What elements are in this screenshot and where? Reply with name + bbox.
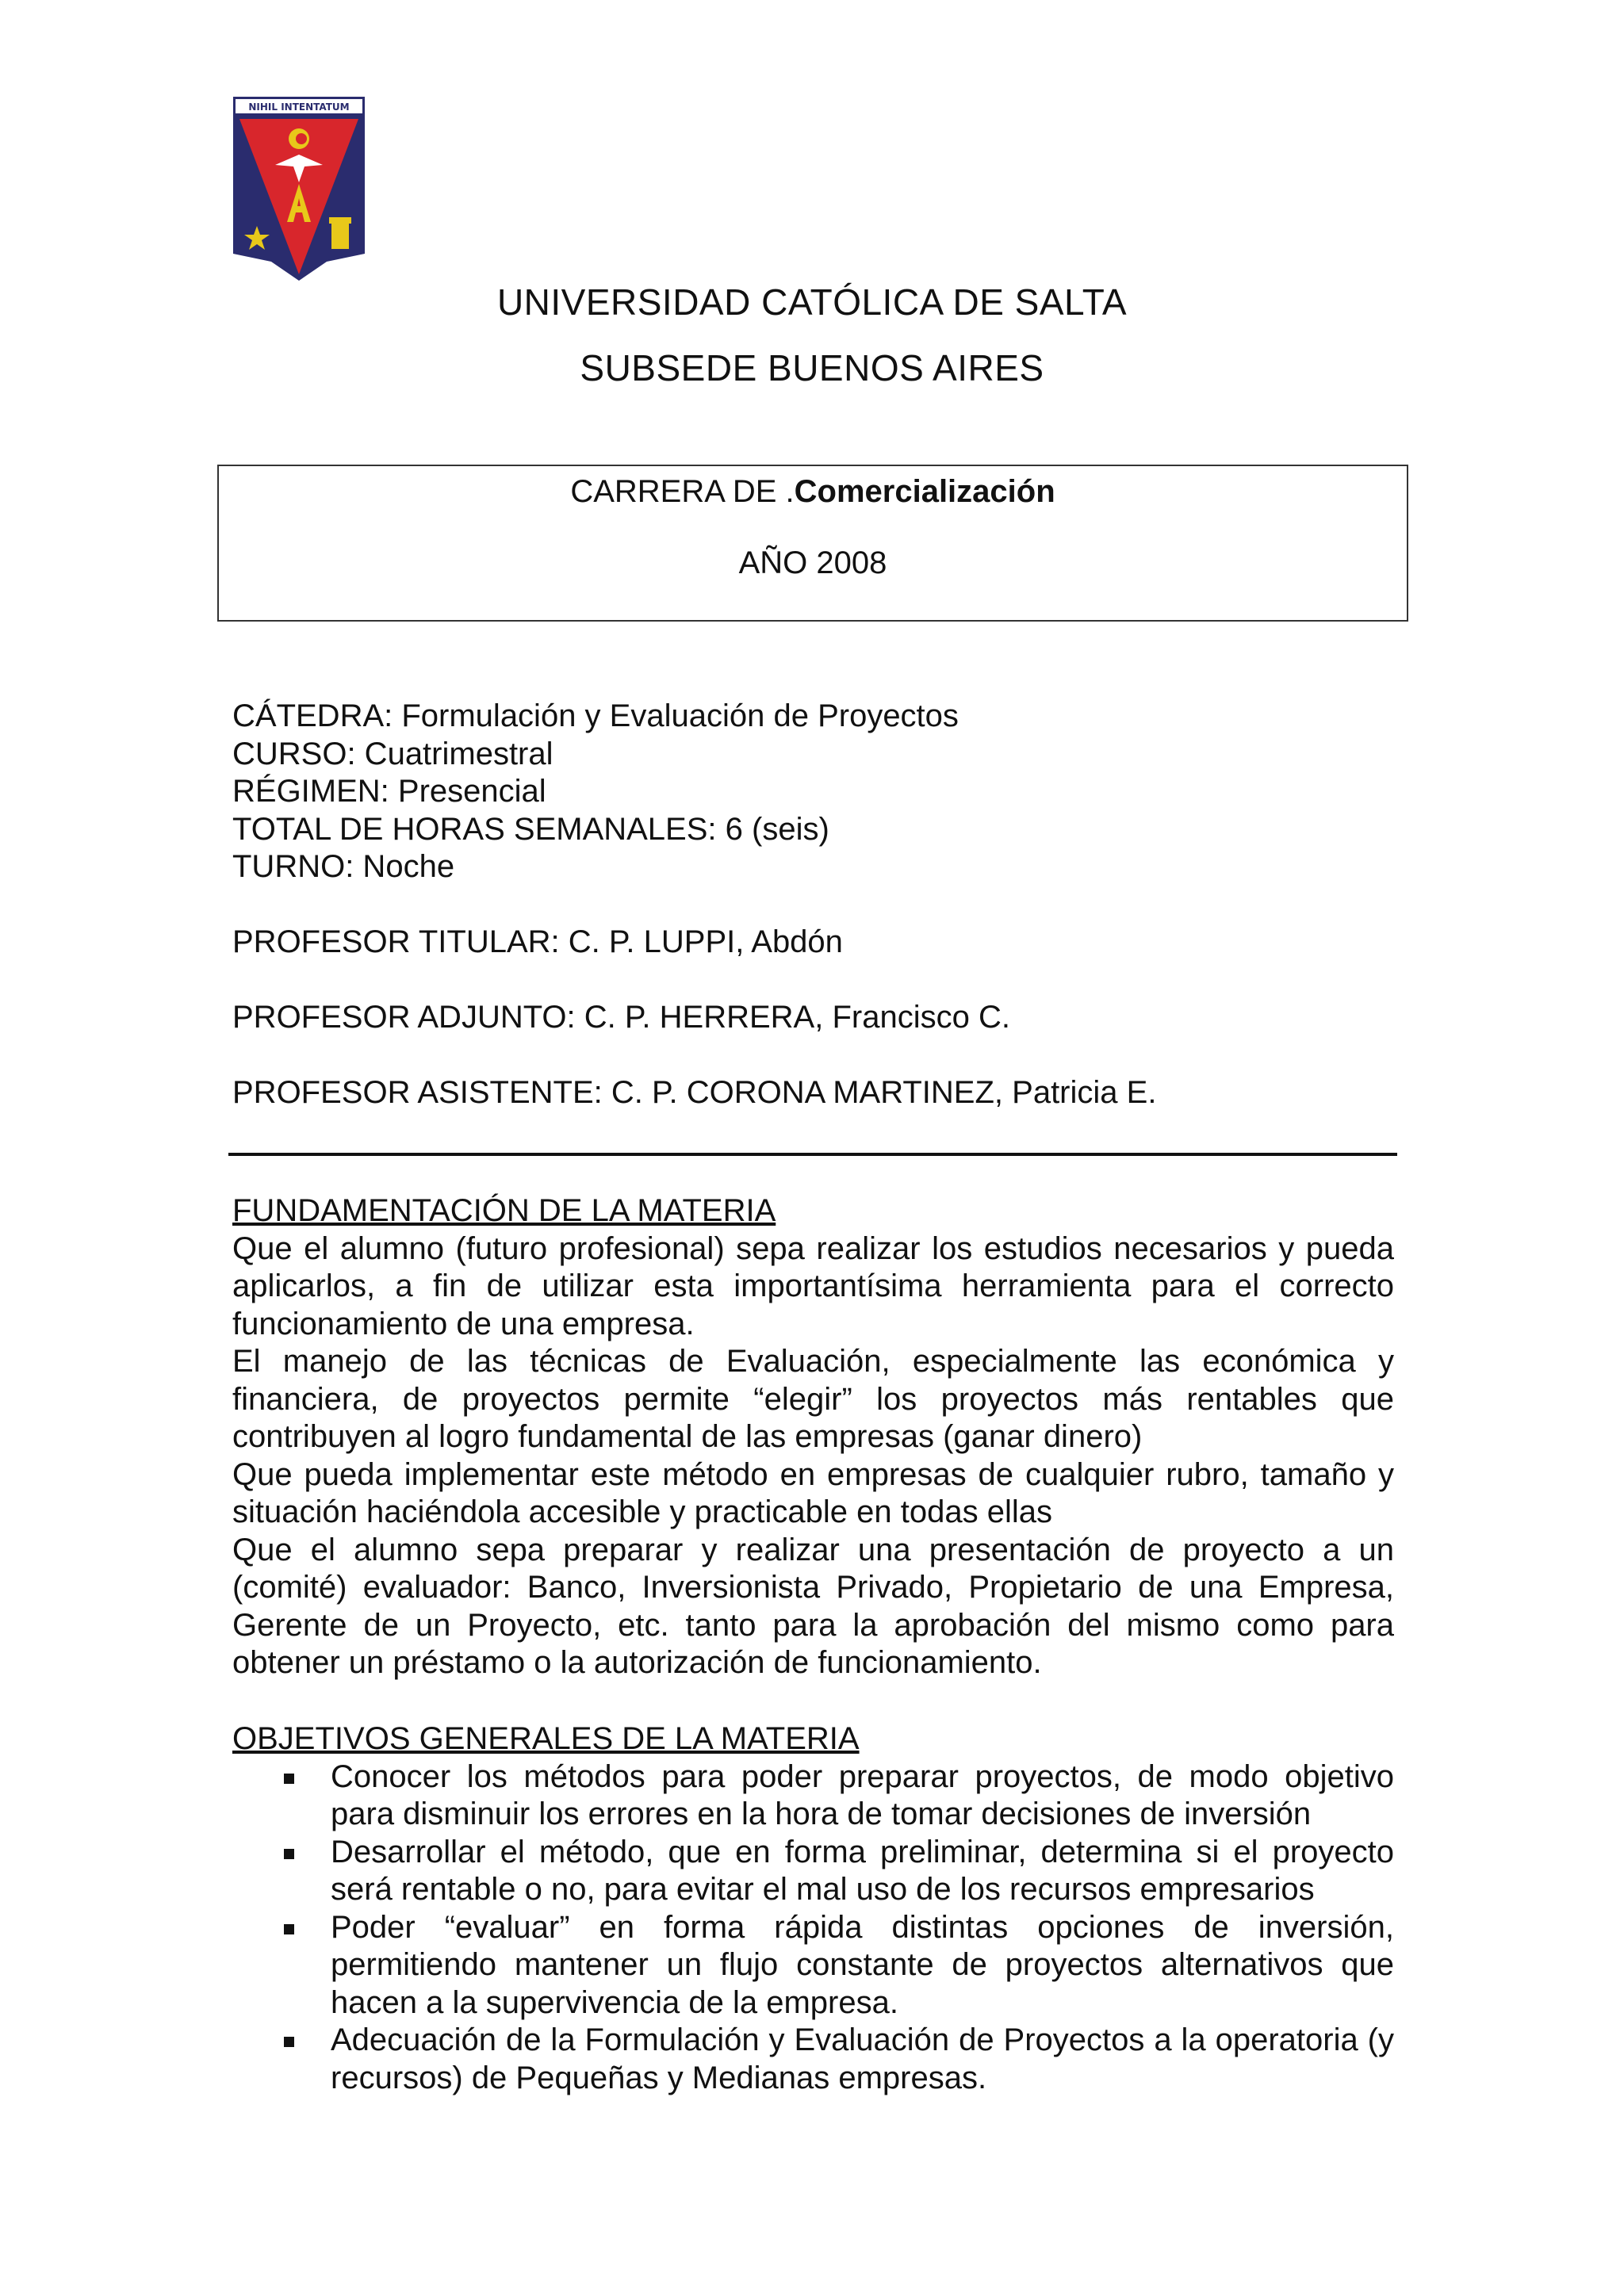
objetivos-section <box>232 1720 1394 2097</box>
university-crest-logo <box>232 95 366 282</box>
fundamentacion-section <box>232 1192 1394 1682</box>
profesor-titular: PROFESOR TITULAR: C. P. LUPPI, Abdón <box>232 924 843 959</box>
fundamentacion-paragraph: Que el alumno (futuro profesional) sepa realizar los estudios necesarios y pueda aplicarlos, a fin de utilizar esta importantísima herramienta para el correcto funcionamiento de una empresa. <box>232 1230 1394 1341</box>
list-item <box>232 1909 1394 2022</box>
year-line: AÑO 2008 <box>738 545 887 580</box>
profesor-adjunto: PROFESOR ADJUNTO: C. P. HERRERA, Francisco C. <box>232 1000 1010 1035</box>
university-name: UNIVERSIDAD CATÓLICA DE SALTA <box>496 281 1128 323</box>
fundamentacion-heading: FUNDAMENTACIÓN DE LA MATERIA <box>232 1193 776 1228</box>
list-item-text: Conocer los métodos para poder preparar proyectos, de modo objetivo para disminuir los errores en la hora de tomar decisiones de inversión <box>331 1758 1394 1831</box>
crest-shield-icon <box>232 95 366 282</box>
objetivos-list <box>232 1758 1394 2098</box>
profesor-asistente: PROFESOR ASISTENTE: C. P. CORONA MARTINEZ, Patricia E. <box>232 1075 1157 1110</box>
fundamentacion-paragraph: Que pueda implementar este método en empresas de cualquier rubro, tamaño y situación haciéndola accesible y practicable en todas ellas <box>232 1456 1394 1529</box>
career-value: Comercialización <box>794 474 1055 509</box>
square-bullet-icon <box>284 1849 294 1859</box>
career-line <box>219 474 1407 510</box>
fundamentacion-paragraph: Que el alumno sepa preparar y realizar una presentación de proyecto a un (comité) evaluador: Banco, Inversionista Privado, Propietario de una Empresa, Gerente de un Proyecto, etc. tanto para la aprobación del mismo como para obtener un préstamo o la autorización de funcionamiento. <box>232 1532 1394 1680</box>
curso-line: CURSO: Cuatrimestral <box>232 736 553 771</box>
career-label: CARRERA DE . <box>570 474 795 509</box>
horas-line: TOTAL DE HORAS SEMANALES: 6 (seis) <box>232 811 829 847</box>
square-bullet-icon <box>284 2037 294 2047</box>
svg-text:NIHIL INTENTATUM: NIHIL INTENTATUM <box>248 101 350 113</box>
horizontal-divider <box>228 1153 1397 1156</box>
list-item <box>232 2022 1394 2097</box>
square-bullet-icon <box>284 1924 294 1934</box>
list-item <box>232 1758 1394 1834</box>
course-info <box>232 698 1394 1112</box>
square-bullet-icon <box>284 1774 294 1784</box>
subsede-name: SUBSEDE BUENOS AIRES <box>580 347 1044 388</box>
fundamentacion-paragraph: El manejo de las técnicas de Evaluación, especialmente las económica y financiera, de proyectos permite “elegir” los proyectos más rentables que contribuyen al logro fundamental de las empresas (ganar dinero) <box>232 1344 1394 1454</box>
list-item-text: Desarrollar el método, que en forma preliminar, determina si el proyecto será rentable o no, para evitar el mal uso de los recursos empresarios <box>331 1834 1394 1907</box>
career-box <box>217 465 1408 622</box>
list-item-text: Adecuación de la Formulación y Evaluación de Proyectos a la operatoria (y recursos) de Pequeñas y Medianas empresas. <box>331 2022 1394 2095</box>
catedra-line: CÁTEDRA: Formulación y Evaluación de Proyectos <box>232 698 959 733</box>
objetivos-heading: OBJETIVOS GENERALES DE LA MATERIA <box>232 1721 860 1756</box>
turno-line: TURNO: Noche <box>232 849 455 884</box>
list-item-text: Poder “evaluar” en forma rápida distintas opciones de inversión, permitiendo mantener un flujo constante de proyectos alternativos que hacen a la supervivencia de la empresa. <box>331 1909 1394 2020</box>
list-item <box>232 1834 1394 1909</box>
regimen-line: RÉGIMEN: Presencial <box>232 774 546 809</box>
